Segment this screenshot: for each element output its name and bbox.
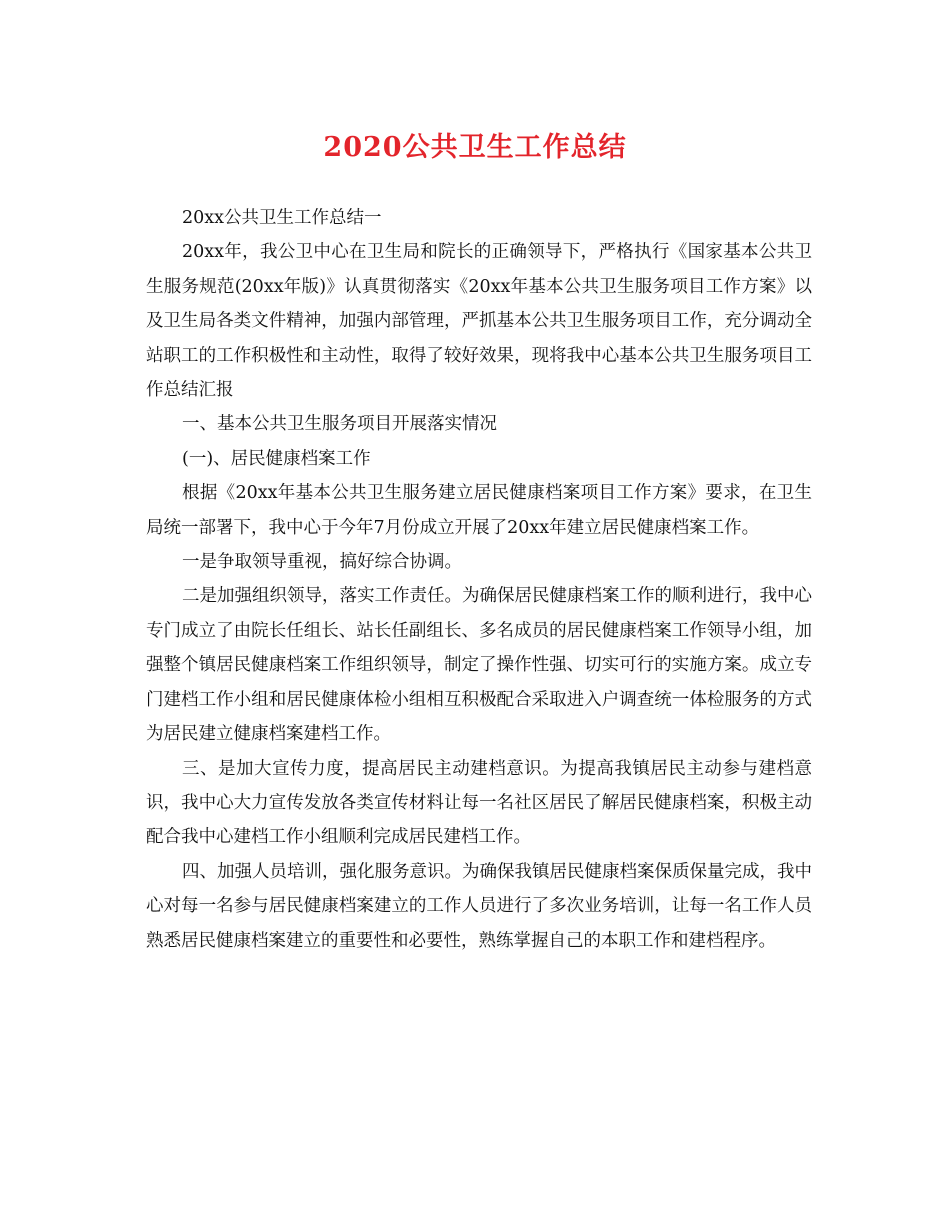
- paragraph: 二是加强组织领导，落实工作责任。为确保居民健康档案工作的顺利进行，我中心专门成立了由院长任组长、站长任副组长、多名成员的居民健康档案工作领导小组，加强整个镇居民健康档案工作组织领导，制定了操作性强、切实可行的实施方案。成立专门建档工作小组和居民健康体检小组相互积极配合采取进入户调查统一体检服务的方式为居民建立健康档案建档工作。: [146, 586, 812, 745]
- paragraph: 三、是加大宣传力度，提高居民主动建档意识。为提高我镇居民主动参与建档意识，我中心大力宣传发放各类宣传材料让每一名社区居民了解居民健康档案，积极主动配合我中心建档工作小组顺利完成居民建档工作。: [146, 758, 812, 848]
- paragraph: 根据《20xx年基本公共卫生服务建立居民健康档案项目工作方案》要求，在卫生局统一部署下，我中心于今年7月份成立开展了20xx年建立居民健康档案工作。: [146, 483, 812, 538]
- document-body: [146, 201, 812, 958]
- paragraph: 一是争取领导重视，搞好综合协调。: [182, 552, 462, 573]
- document-title: 2020公共卫生工作总结: [323, 132, 627, 163]
- subsection-heading: (一)、居民健康档案工作: [182, 448, 371, 469]
- paragraph: 20xx公共卫生工作总结一: [182, 208, 382, 228]
- paragraph: 四、加强人员培训，强化服务意识。为确保我镇居民健康档案保质保量完成，我中心对每一名参与居民健康档案建立的工作人员进行了多次业务培训，让每一名工作人员熟悉居民健康档案建立的重要性和必要性，熟练掌握自己的本职工作和建档程序。: [146, 861, 812, 951]
- section-heading: 一、基本公共卫生服务项目开展落实情况: [182, 414, 497, 435]
- paragraph: 20xx年，我公卫中心在卫生局和院长的正确领导下，严格执行《国家基本公共卫生服务规范(20xx年版)》认真贯彻落实《20xx年基本公共卫生服务项目工作方案》以及卫生局各类文件精神，加强内部管理，严抓基本公共卫生服务项目工作，充分调动全站职工的工作积极性和主动性，取得了较好效果，现将我中心基本公共卫生服务项目工作总结汇报: [146, 242, 812, 401]
